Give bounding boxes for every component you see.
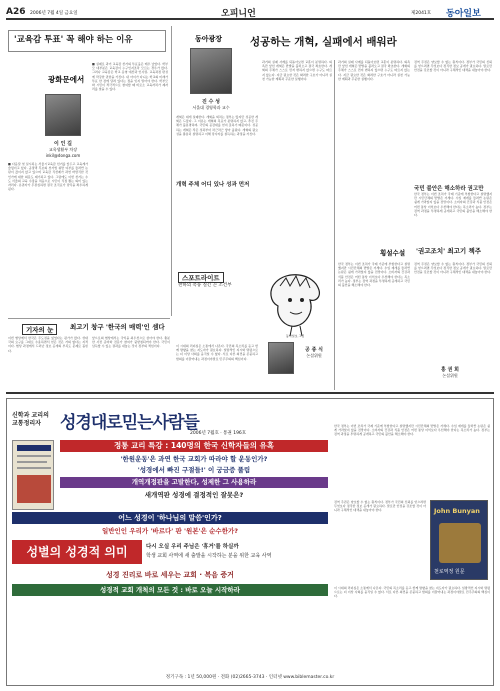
- right-article-title: '권고조치' 최고기 책주: [416, 247, 482, 255]
- ad-book-label: John Bunyan: [434, 507, 480, 515]
- left-article-body-1: ■ 다음달 첫 실시되는 서울시교육감 선거를 앞두고 교육계가 술렁이고 있다. 공정택 후보의 선거법 위반 여부를 둘러싼 논란이 끊이지 않고 있으며 교육감 직선제가 과연 바람직한 것인가에 대한 의문도 제기되고 있다. 그럼에도 이번 선거는 수도 서울의 교육 수장을 처음으로 시민이 직접 뽑는 의미 있는 자리다. 유권자가 무관심하면 결국 조직표가 당락을 좌우하게 된다.: [8, 162, 88, 192]
- ad-pretitle-2: 교통정리자: [12, 420, 41, 427]
- cartoon-label: 스포트라이트: [178, 272, 224, 283]
- right-subhead: 국민 불안은 해소하라 권고만: [414, 186, 484, 192]
- right-article-body-1: 한국 정부는 이번 조치가 국제 기준에 부합한다고 설명했지만 시민단체의 반발은 거세다. 수입 재개를 둘러싼 논란은 쉽게 가라앉지 않을 전망이다. 소비자의 건강과 식품 안전은 어떤 통상 이익보다 우선해야 한다는 목소리가 높다. 정부는 검역 과정을 투명하게 공개하고 국민의 불안을 해소해야 한다.: [338, 262, 410, 288]
- ad-subline: 2006년 7월호 · 통권 196호: [190, 431, 247, 436]
- right-article-body-top: 과거의 실패 사례를 되돌아보면 교훈이 분명하다. 의욕만 앞선 개혁은 반발을 불러오고 결국 좌초한다. 개혁의 주체가 스스로 먼저 변하지 않으면 누구도 따르지 않는다. 지금 필요한 것은 화려한 구호가 아니라 실천 가능한 계획과 꾸준한 실행이다.: [338, 60, 410, 81]
- section-title: 오피니언: [221, 9, 256, 19]
- ad-line-9: 다시 오실 우리 주님은 '휴거'를 하실까: [146, 544, 239, 550]
- ad-magazine-cover: [12, 440, 54, 510]
- ad-line-2: '한원운동'은 과연 한국 교회가 따라야 할 운동인가?: [120, 455, 268, 463]
- right-article-body-mid: 한국 정부는 이번 조치가 국제 기준에 부합한다고 설명했지만 시민단체의 반발은 거세다. 수입 재개를 둘러싼 논란은 쉽게 가라앉지 않을 전망이다. 소비자의 건강과 식품 안전은 어떤 통상 이익보다 우선해야 한다는 목소리가 높다. 정부는 검역 과정을 투명하게 공개하고 국민의 불안을 해소해야 한다.: [414, 192, 492, 218]
- left-article-body-2: ■ 실제로 과거 교육감 선거의 투표율은 매우 낮았다. 학부모 대부분은 교육감이 누구인지조차 모르는 경우가 많다. 그러나 교육감은 학교 운영 예산과 인사권, 교육과정 편성에 막강한 권한을 가진다. 내 아이가 다니는 학교의 미래가 투표 한 장에 달려 있다는 점을 잊지 말아야 한다. 학부모와 시민이 적극적으로 참여할 때 비로소 교육자치가 제자리를 찾을 수 있다.: [92, 62, 168, 92]
- left-author-email: inkil@donga.com: [45, 153, 81, 158]
- ad-right-text-3: 이 시대의 리더십은 소통에서 나온다. 국민의 목소리를 듣고 함께 방향을 찾는 지도자가 필요하다. 일방적인 지시와 명령으로는 더 이상 사회를 움직일 수 없다. 서로 다른 의견을 존중하고 합의를 이끌어내는 과정이야말로 민주주의의 핵심이다.: [334, 586, 490, 599]
- author-photo-lower: [268, 342, 294, 374]
- cartoon-caption: 천하의 폭풍 질긴 끈 조건부: [178, 283, 232, 288]
- center-article-title: 성공하는 개혁, 실패에서 배워라: [250, 36, 397, 48]
- masthead: [6, 6, 494, 20]
- right-author-name: 홍 권 희: [441, 367, 459, 373]
- right-article-body-top-2: 검역 주권은 양보할 수 없는 원칙이다. 정부가 국민의 신뢰를 얻으려면 무엇보다 정직한 정보 공개가 필요하다. 말로만 안전을 강조할 것이 아니라 구체적인 대책을 내놓아야 한다.: [414, 60, 492, 73]
- lower-author-role: 논설위원: [306, 353, 322, 358]
- center-author-name: 진 수 성: [202, 99, 220, 105]
- right-kicker: 횡설수설: [380, 249, 406, 257]
- bottom-left-body-1: 이번 협상에서 한국은 주도권을 잃었다는 평가가 많다. 상대국의 요구를 그대로 수용하면서 얻은 것은 거의 없다는 지적이다. 협상 과정에서 드러난 정보 공개의 부족도 문제로 꼽힌다.: [8, 336, 88, 353]
- ad-right-text: 한국 정부는 이번 조치가 국제 기준에 부합한다고 설명했지만 시민단체의 반발은 거세다. 수입 재개를 둘러싼 논란은 쉽게 가라앉지 않을 전망이다. 소비자의 건강과 식품 안전은 어떤 통상 이익보다 우선해야 한다는 목소리가 높다. 정부는 검역 과정을 투명하게 공개하고 국민의 불안을 해소해야 한다.: [334, 424, 490, 437]
- ad-line-4: 개역개정판을 고발한다, 성제한 그 사용하라: [60, 477, 328, 488]
- issue-number: 제2041호: [411, 11, 432, 16]
- lower-author-name: 공 종 식: [305, 347, 323, 353]
- ad-line-10: 학생 교회 사역에 새 출발을 시작하는 분을 위한 교육 사역: [146, 553, 272, 559]
- cartoon-box: [176, 272, 328, 340]
- ad-line-1: 정통 교리 특강 : 140명의 한국 신학자들의 유혹: [60, 440, 328, 452]
- ad-line-11: 성경 진리로 바로 세우는 교회 · 복음 증거: [106, 571, 234, 579]
- right-article-body-2: 검역 주권은 양보할 수 없는 원칙이다. 정부가 국민의 신뢰를 얻으려면 무엇보다 정직한 정보 공개가 필요하다. 말로만 안전을 강조할 것이 아니라 구체적인 대책을 내놓아야 한다.: [414, 262, 492, 275]
- ad-book-cover: [430, 500, 488, 580]
- center-article-body-2: 과거의 실패 사례를 되돌아보면 교훈이 분명하다. 의욕만 앞선 개혁은 반발을 불러오고 결국 좌초한다. 개혁의 주체가 스스로 먼저 변하지 않으면 누구도 따르지 않는다. 지금 필요한 것은 화려한 구호가 아니라 실천 가능한 계획과 꾸준한 실행이다.: [262, 60, 332, 81]
- issue-date: 2006년 7월 4일 금요일: [30, 11, 78, 16]
- ad-line-5: 새개역판 성경에 결정적인 잘못은?: [144, 491, 244, 499]
- right-author-role: 논설위원: [442, 373, 458, 378]
- ad-line-6: 어느 성경이 '하나님의 말씀'인가?: [12, 512, 328, 524]
- left-author-role: 교육생활부 차장: [48, 147, 78, 152]
- bottom-left-body-2: 앞으로의 협상에서는 국익을 최우선으로 삼아야 한다. 충분한 사전 준비와 전문가 참여가 뒷받침되어야 한다. 국민이 납득할 수 있는 결과를 내놓는 것이 정부의 책임이다.: [92, 336, 170, 349]
- ad-line-3: '성경에서 빠진 구절들!' 이 궁금증 풀림: [137, 466, 251, 474]
- cartoon-credit: 동아일보 그림: [286, 334, 305, 338]
- ad-book-sub: 천로역정 원문: [434, 569, 465, 575]
- center-author-role: 서울대 경영학과 교수: [192, 105, 230, 110]
- center-article-body-1: 개혁은 대개 실패한다. 개혁을 외치는 정부는 많지만 성공한 개혁은 드물다. 그 이유는 개혁의 목표가 분명하지 않고, 추진 주체가 불분명하며, 국민의 공감대를 얻지 못하기 때문이다. 성공하는 개혁은 작은 성과부터 차근차근 쌓아 올린다. 개혁의 필요성을 충분히 설명하고 이해 당사자를 설득하는 과정을 거친다.: [176, 115, 258, 136]
- ad-headline: 성경대로믿는사람들: [60, 413, 199, 433]
- ad-right-text-2: 검역 주권은 양보할 수 없는 원칙이다. 정부가 국민의 신뢰를 얻으려면 무엇보다 정직한 정보 공개가 필요하다. 말로만 안전을 강조할 것이 아니라 구체적인 대책을 내놓아야 한다.: [334, 500, 426, 513]
- center-kicker: 동아광장: [195, 35, 223, 43]
- center-lower-body: 이 시대의 리더십은 소통에서 나온다. 국민의 목소리를 듣고 함께 방향을 찾는 지도자가 필요하다. 일방적인 지시와 명령으로는 더 이상 사회를 움직일 수 없다. 서로 다른 의견을 존중하고 합의를 이끌어내는 과정이야말로 민주주의의 핵심이다.: [176, 344, 258, 361]
- ad-line-7: 일반인인 우리가 '바르다' 판 '원본'은 순수한가?: [101, 527, 239, 535]
- ad-footer: 정기구독 : 1년 50,000원 · 전화 (02)2665-3743 · 인터넷 www.biblemaster.co.kr: [165, 675, 335, 680]
- bottom-left-kicker: 기자의 눈: [22, 324, 57, 335]
- page-number: A26: [6, 7, 26, 17]
- left-article-title: '교육감 투표' 꼭 해야 하는 이유: [14, 35, 133, 45]
- author-photo-center: [190, 48, 232, 94]
- center-subhead: 개혁 주체 어디 있나 성과 먼저: [176, 182, 250, 188]
- cartoon-illustration: [266, 272, 326, 338]
- left-headline-box: [8, 30, 166, 52]
- bottom-left-title: 최고기 창구 '한국의 매력'인 셈다: [70, 323, 165, 331]
- author-photo-left: [45, 94, 81, 136]
- left-kicker: 광화문에서: [48, 75, 85, 84]
- ad-pretitle: 신학과 교리의: [12, 412, 49, 419]
- ad-line-8: 성별의 성경적 의미: [12, 540, 142, 564]
- paper-name: 동아일보: [446, 9, 481, 19]
- ad-line-12: 성경적 교회 개척의 모든 것 : 바로 오늘 시작하라: [12, 584, 328, 596]
- left-author-name: 이 인 길: [54, 141, 72, 147]
